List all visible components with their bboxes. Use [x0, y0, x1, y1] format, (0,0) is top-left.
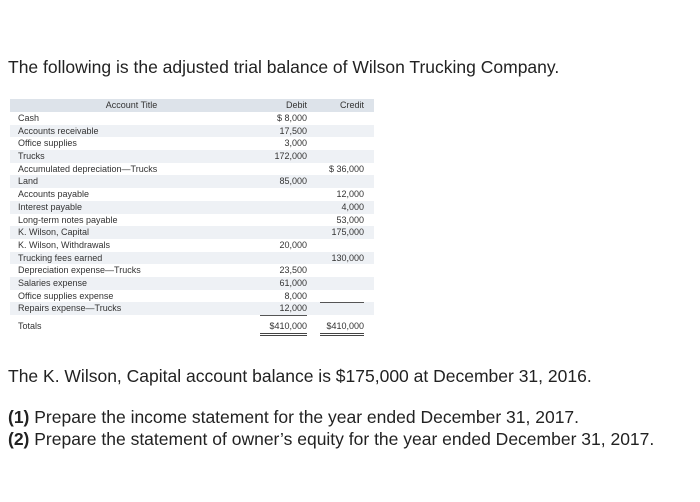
cell-title: Long-term notes payable — [18, 214, 118, 225]
cell-title: Accounts payable — [18, 189, 90, 200]
table-row — [10, 290, 374, 303]
cell-title: Salaries expense — [18, 277, 88, 288]
cell-title: K. Wilson, Capital — [18, 227, 90, 238]
table-row — [10, 264, 374, 277]
cell-title: Trucks — [18, 151, 45, 162]
table-row — [10, 163, 374, 176]
cell-title: Repairs expense—Trucks — [18, 303, 122, 314]
cell-title: Cash — [18, 113, 40, 123]
cell-title: Depreciation expense—Trucks — [18, 265, 141, 276]
cell-credit: 12,000 — [336, 189, 364, 200]
cell-debit: 8,000 — [284, 290, 307, 301]
table-row — [10, 188, 374, 201]
totals-label: Totals — [18, 321, 42, 331]
cell-title: Office supplies — [18, 138, 77, 149]
table-row — [10, 150, 374, 163]
totals-row — [10, 319, 374, 333]
capital-balance-note: The K. Wilson, Capital account balance is $175,000 at December 31, 2016. — [8, 366, 592, 386]
table-row — [10, 302, 374, 315]
cell-debit: 3,000 — [284, 138, 307, 149]
task-2-number: (2) — [8, 429, 30, 449]
task-2-text: Prepare the statement of owner’s equity for the year ended December 31, 2017. — [29, 429, 655, 449]
intro-text: The following is the adjusted trial balance of Wilson Trucking Company. — [8, 57, 560, 77]
table-row — [10, 239, 374, 252]
totals-credit: $410,000 — [320, 319, 364, 336]
cell-title: K. Wilson, Withdrawals — [18, 239, 111, 250]
cell-title: Accounts receivable — [18, 125, 99, 136]
table-row — [10, 137, 374, 150]
cell-debit: 20,000 — [279, 239, 307, 250]
cell-title: Interest payable — [18, 201, 83, 212]
table-row — [10, 201, 374, 214]
cell-credit: 4,000 — [341, 201, 364, 212]
task-2 — [8, 428, 668, 450]
cell-title: Office supplies expense — [18, 290, 114, 301]
cell-credit — [320, 302, 364, 303]
header-credit: Credit — [339, 100, 364, 110]
table-row — [10, 277, 374, 290]
cell-credit: $ 36,000 — [328, 163, 364, 174]
task-list — [8, 406, 668, 450]
cell-credit: 53,000 — [336, 214, 364, 225]
task-1-number: (1) — [8, 407, 30, 427]
cell-credit: 130,000 — [331, 252, 364, 263]
cell-debit: 61,000 — [279, 277, 307, 288]
table-row — [10, 214, 374, 227]
table-header — [10, 99, 374, 112]
cell-debit: 17,500 — [279, 125, 307, 136]
trial-balance-table — [10, 99, 374, 333]
cell-title: Accumulated depreciation—Trucks — [18, 163, 158, 174]
table-row — [10, 226, 374, 239]
task-1-text: Prepare the income statement for the year ended December 31, 2017. — [29, 407, 580, 427]
totals-debit: $410,000 — [260, 319, 307, 336]
header-account-title: Account Title — [105, 100, 158, 110]
cell-debit: 23,500 — [279, 265, 307, 276]
cell-debit: $ 8,000 — [276, 113, 307, 123]
header-debit: Debit — [285, 100, 307, 110]
cell-title: Land — [18, 176, 39, 187]
table-row — [10, 175, 374, 188]
cell-debit: 85,000 — [279, 176, 307, 187]
cell-debit: 12,000 — [260, 302, 307, 316]
table-row — [10, 112, 374, 125]
table-row — [10, 252, 374, 265]
cell-title: Trucking fees earned — [18, 252, 103, 263]
cell-credit: 175,000 — [331, 227, 364, 238]
cell-debit: 172,000 — [274, 151, 307, 162]
table-row — [10, 125, 374, 138]
task-1 — [8, 406, 668, 428]
